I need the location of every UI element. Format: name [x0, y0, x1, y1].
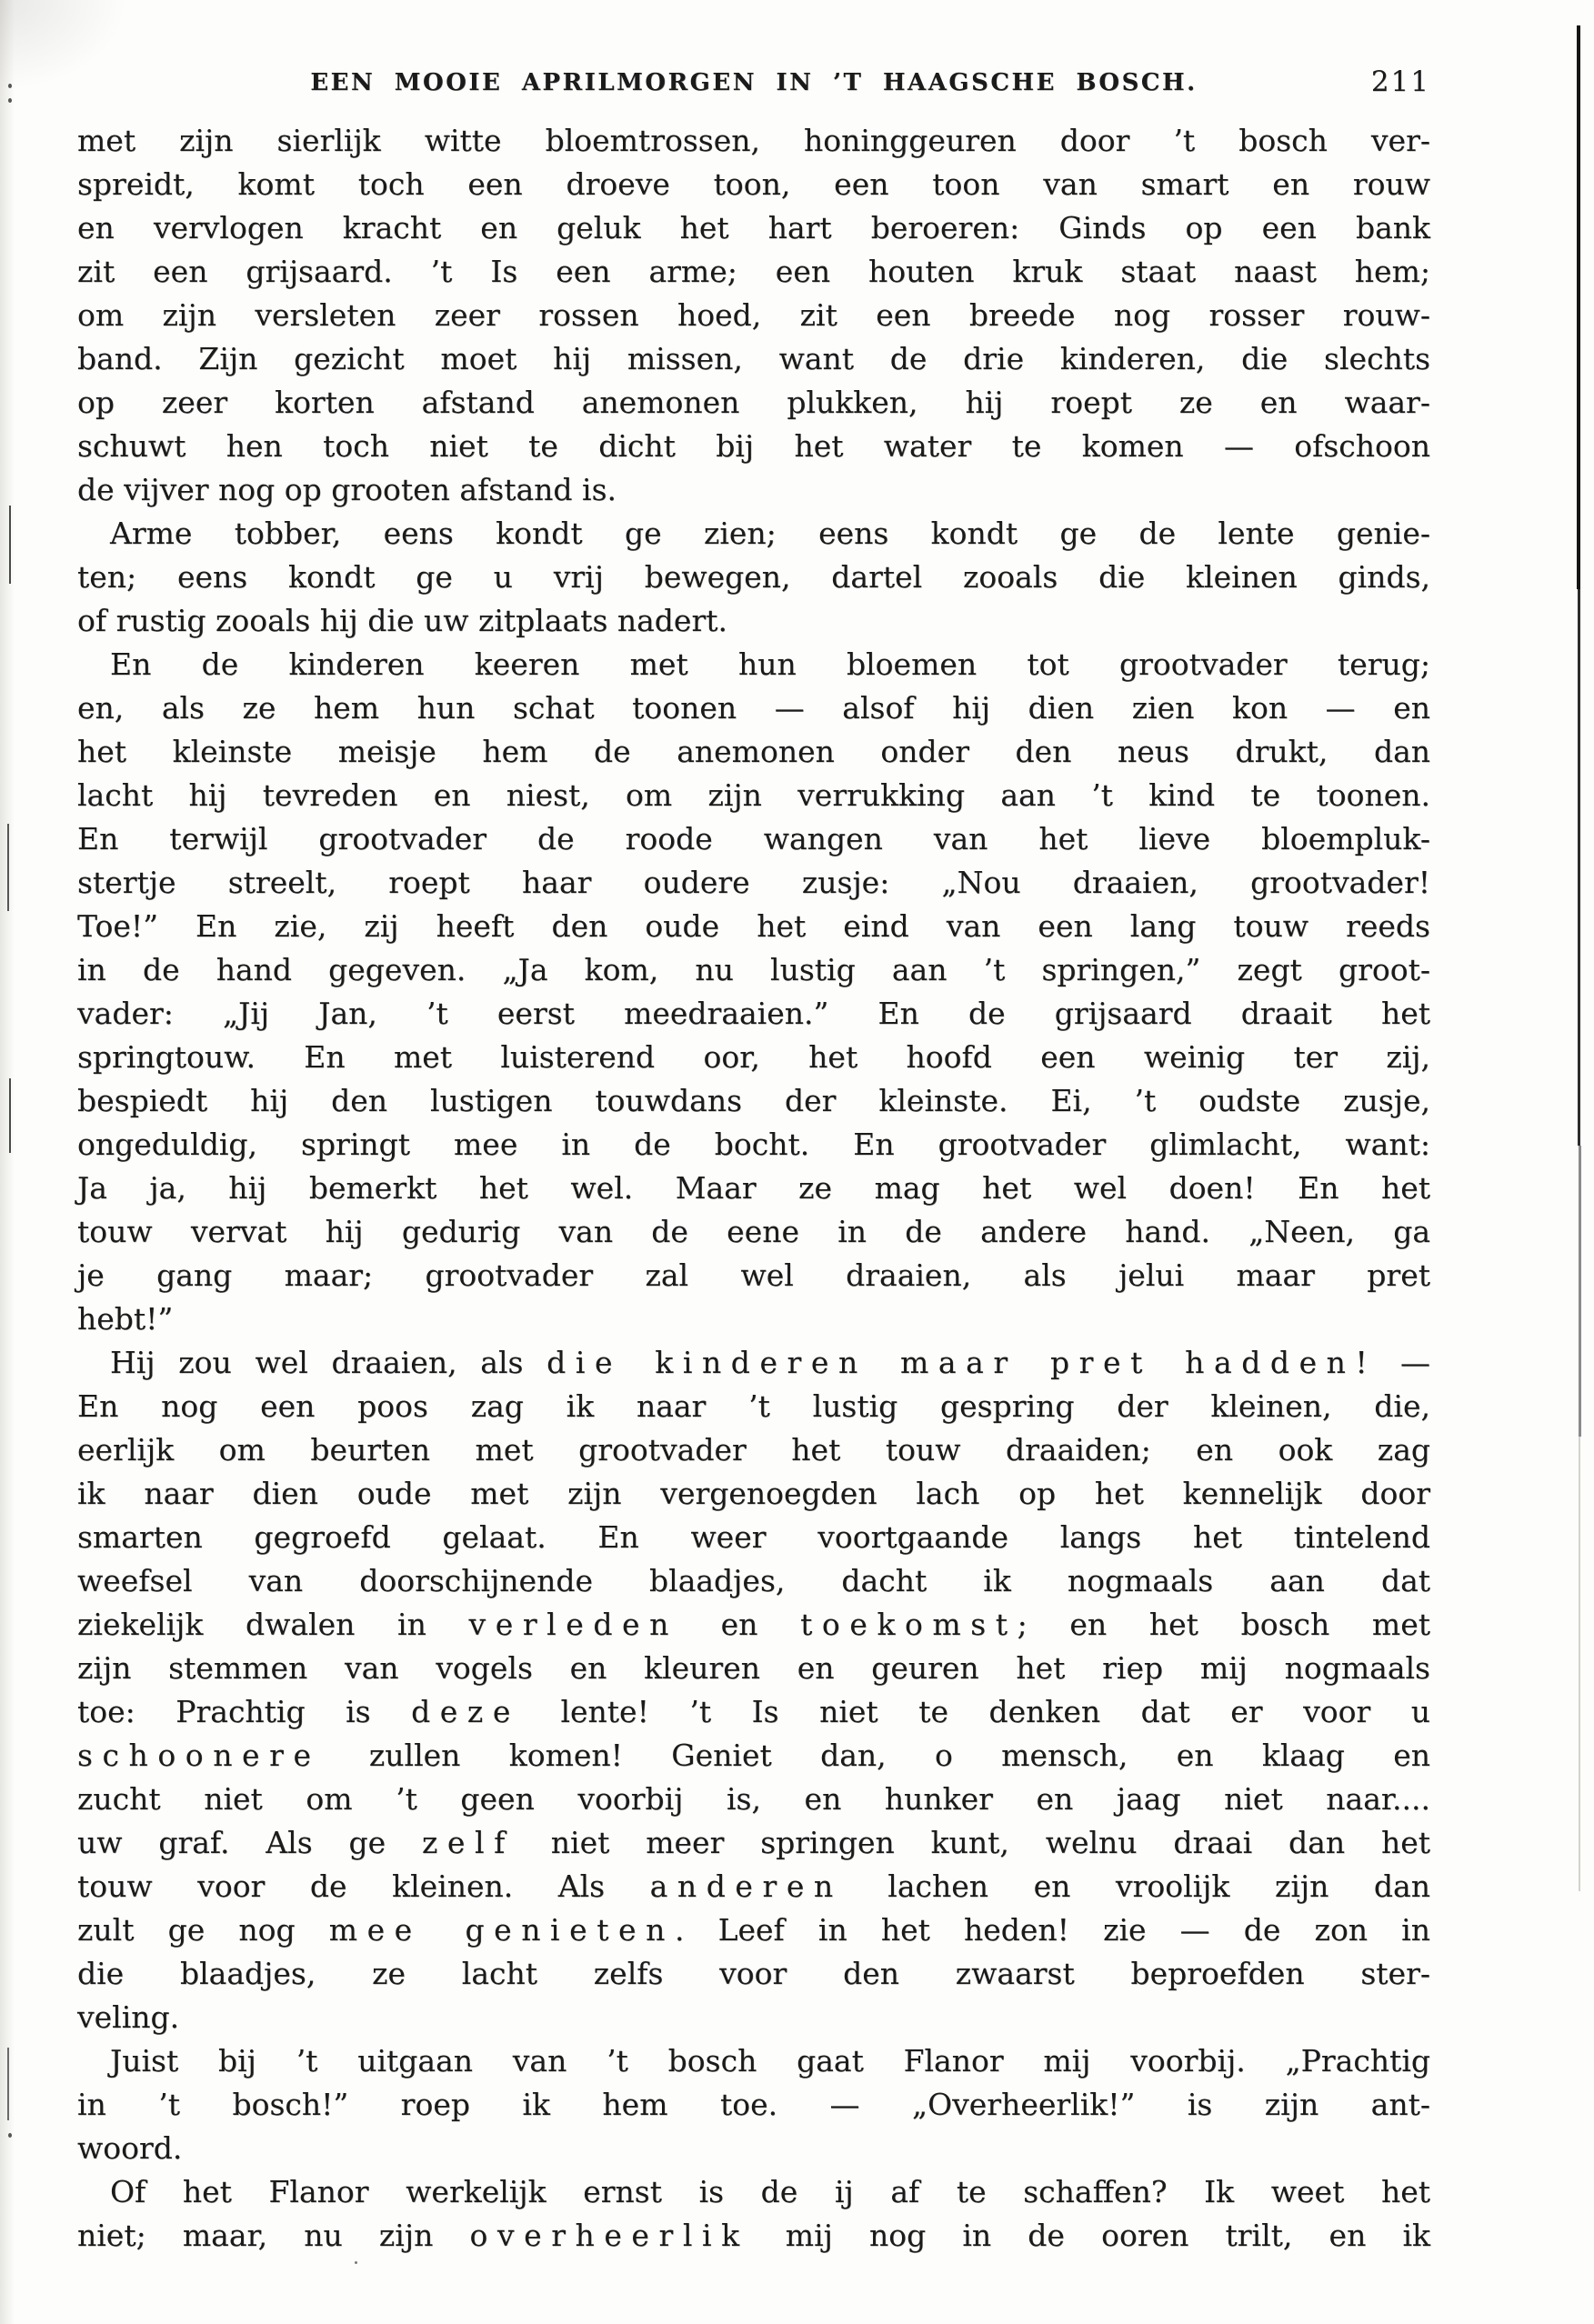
scan-artifact-left-mark	[9, 506, 11, 584]
scan-artifact-right-rule	[1579, 1437, 1580, 1891]
text-line: touw voor de kleinen. Als anderen lachen en vroolijk zijn dan	[77, 1868, 1430, 1904]
text-line: band. Zijn gezicht moet hij missen, want de drie kinderen, die slechts	[77, 341, 1430, 376]
text-line: op zeer korten afstand anemonen plukken, hij roept ze en waar-	[77, 385, 1430, 420]
scan-artifact-right-rule	[1579, 1146, 1581, 1437]
scan-artifact-left-mark	[9, 1078, 11, 1153]
letterspaced-text: verleden	[468, 1607, 678, 1642]
text-line: springtouw. En met luisterend oor, het hoofd een weinig ter zij,	[77, 1039, 1430, 1075]
text-line: en vervlogen kracht en geluk het hart beroeren: Ginds op een bank	[77, 210, 1430, 245]
scan-artifact-speck	[8, 2133, 12, 2138]
letterspaced-text: deze	[411, 1694, 520, 1729]
text-line: Toe!” En zie, zij heeft den oude het eind van een lang touw reeds	[77, 908, 1430, 944]
text-line: Arme tobber, eens kondt ge zien; eens kondt ge de lente genie-	[110, 516, 1430, 551]
text-line: Hij zou wel draaien, als die kinderen maar pret hadden! —	[110, 1345, 1430, 1380]
text-line: toe: Prachtig is deze lente! ’t Is niet te denken dat er voor u	[77, 1694, 1430, 1729]
scan-artifact-left-mark	[7, 2048, 9, 2120]
letterspaced-text: zelf	[421, 1825, 515, 1860]
text-line: smarten gegroefd gelaat. En weer voortgaande langs het tintelend	[77, 1519, 1430, 1555]
text-line: met zijn sierlijk witte bloemtrossen, honinggeuren door ’t bosch ver-	[77, 123, 1430, 158]
text-line: het kleinste meisje hem de anemonen onder den neus drukt, dan	[77, 734, 1430, 769]
text-line: ziekelijk dwalen in verleden en toekomst; en het bosch met	[77, 1607, 1430, 1642]
text-line: in de hand gegeven. „Ja kom, nu lustig aan ’t springen,” zegt groot-	[77, 952, 1430, 987]
text-line: die blaadjes, ze lacht zelfs voor den zwaarst beproefden ster-	[77, 1956, 1430, 1991]
page-number: 211	[1370, 65, 1430, 98]
text-line: zucht niet om ’t geen voorbij is, en hunker en jaag niet naar....	[77, 1781, 1430, 1817]
running-head-title: EEN MOOIE APRILMORGEN IN ’T HAAGSCHE BOSCH.	[310, 69, 1198, 96]
scan-edge-shade	[0, 0, 15, 2324]
scan-artifact-right-rule	[1578, 589, 1580, 1146]
letterspaced-text: schoonere	[77, 1738, 321, 1773]
text-line: weefsel van doorschijnende blaadjes, dacht ik nogmaals aan dat	[77, 1563, 1430, 1598]
letterspaced-text: toekomst	[800, 1607, 1018, 1642]
letterspaced-text: anderen	[649, 1868, 843, 1904]
running-head	[77, 65, 1430, 105]
paragraph	[77, 2170, 1430, 2258]
text-line: schoonere zullen komen! Geniet dan, o mensch, en klaag en	[77, 1738, 1430, 1773]
text-line: En terwijl grootvader de roode wangen van het lieve bloempluk-	[77, 821, 1430, 856]
text-line: in ’t bosch!” roep ik hem toe. — „Overheerlik!” is zijn ant-	[77, 2087, 1430, 2122]
text-line: En nog een poos zag ik naar ’t lustig gespring der kleinen, die,	[77, 1388, 1430, 1424]
text-line: stertje streelt, roept haar oudere zusje: „Nou draaien, grootvader!	[77, 865, 1430, 900]
text-line: ten; eens kondt ge u vrij bewegen, dartel zooals die kleinen ginds,	[77, 559, 1430, 595]
text-line: En de kinderen keeren met hun bloemen tot grootvader terug;	[110, 646, 1430, 682]
text-line: touw vervat hij gedurig van de eene in de andere hand. „Neen, ga	[77, 1214, 1430, 1249]
text-line: ongeduldig, springt mee in de bocht. En grootvader glimlacht, want:	[77, 1127, 1430, 1162]
scan-artifact-speck	[8, 98, 12, 103]
text-line: of rustig zooals hij die uw zitplaats nadert.	[77, 603, 727, 638]
text-line: niet; maar, nu zijn overheerlik mij nog in de ooren trilt, en ik	[77, 2218, 1431, 2253]
letterspaced-text: mee genieten	[328, 1912, 675, 1948]
paragraph	[77, 2039, 1430, 2170]
letterspaced-text: overheerlik	[469, 2218, 749, 2253]
scan-artifact-speck	[355, 2261, 357, 2264]
paragraph	[77, 643, 1430, 1341]
text-line: zijn stemmen van vogels en kleuren en geuren het riep mij nogmaals	[77, 1650, 1430, 1686]
text-line: eerlijk om beurten met grootvader het touw draaiden; en ook zag	[77, 1432, 1430, 1468]
text-line: spreidt, komt toch een droeve toon, een toon van smart en rouw	[77, 166, 1430, 202]
text-line: je gang maar; grootvader zal wel draaien, als jelui maar pret	[77, 1257, 1430, 1293]
text-line: Of het Flanor werkelijk ernst is de ij af te schaffen? Ik weet het	[110, 2174, 1430, 2209]
text-line: hebt!”	[77, 1301, 174, 1337]
text-line: de vijver nog op grooten afstand is.	[77, 472, 617, 507]
paragraph	[77, 512, 1430, 643]
text-line: schuwt hen toch niet te dicht bij het water te komen — ofschoon	[77, 428, 1430, 464]
scan-artifact-left-mark	[7, 824, 9, 911]
text-line: ik naar dien oude met zijn vergenoegden lach op het kennelijk door	[77, 1476, 1430, 1511]
paragraph	[77, 1341, 1430, 2039]
paragraph	[77, 119, 1430, 512]
text-line: bespiedt hij den lustigen touwdans der kleinste. Ei, ’t oudste zusje,	[77, 1083, 1430, 1118]
scan-artifact-speck	[8, 84, 12, 88]
page-body	[77, 119, 1430, 2258]
text-line: Juist bij ’t uitgaan van ’t bosch gaat Flanor mij voorbij. „Prachtig	[110, 2043, 1430, 2079]
text-line: uw graf. Als ge zelf niet meer springen kunt, welnu draai dan het	[77, 1825, 1430, 1860]
letterspaced-text: die kinderen maar pret hadden!	[546, 1345, 1378, 1380]
text-line: om zijn versleten zeer rossen hoed, zit een breede nog rosser rouw-	[77, 297, 1430, 333]
scan-artifact-right-rule	[1577, 25, 1580, 589]
text-line: woord.	[77, 2130, 183, 2166]
text-line: en, als ze hem hun schat toonen — alsof hij dien zien kon — en	[77, 690, 1430, 726]
text-line: veling.	[77, 1999, 180, 2035]
text-line: lacht hij tevreden en niest, om zijn verrukking aan ’t kind te toonen.	[77, 777, 1430, 813]
text-line: vader: „Jij Jan, ’t eerst meedraaien.” En de grijsaard draait het	[77, 996, 1430, 1031]
text-line: zit een grijsaard. ’t Is een arme; een houten kruk staat naast hem;	[77, 254, 1430, 289]
text-line: Ja ja, hij bemerkt het wel. Maar ze mag het wel doen! En het	[77, 1170, 1430, 1206]
text-line: zult ge nog mee genieten. Leef in het heden! zie — de zon in	[77, 1912, 1430, 1948]
